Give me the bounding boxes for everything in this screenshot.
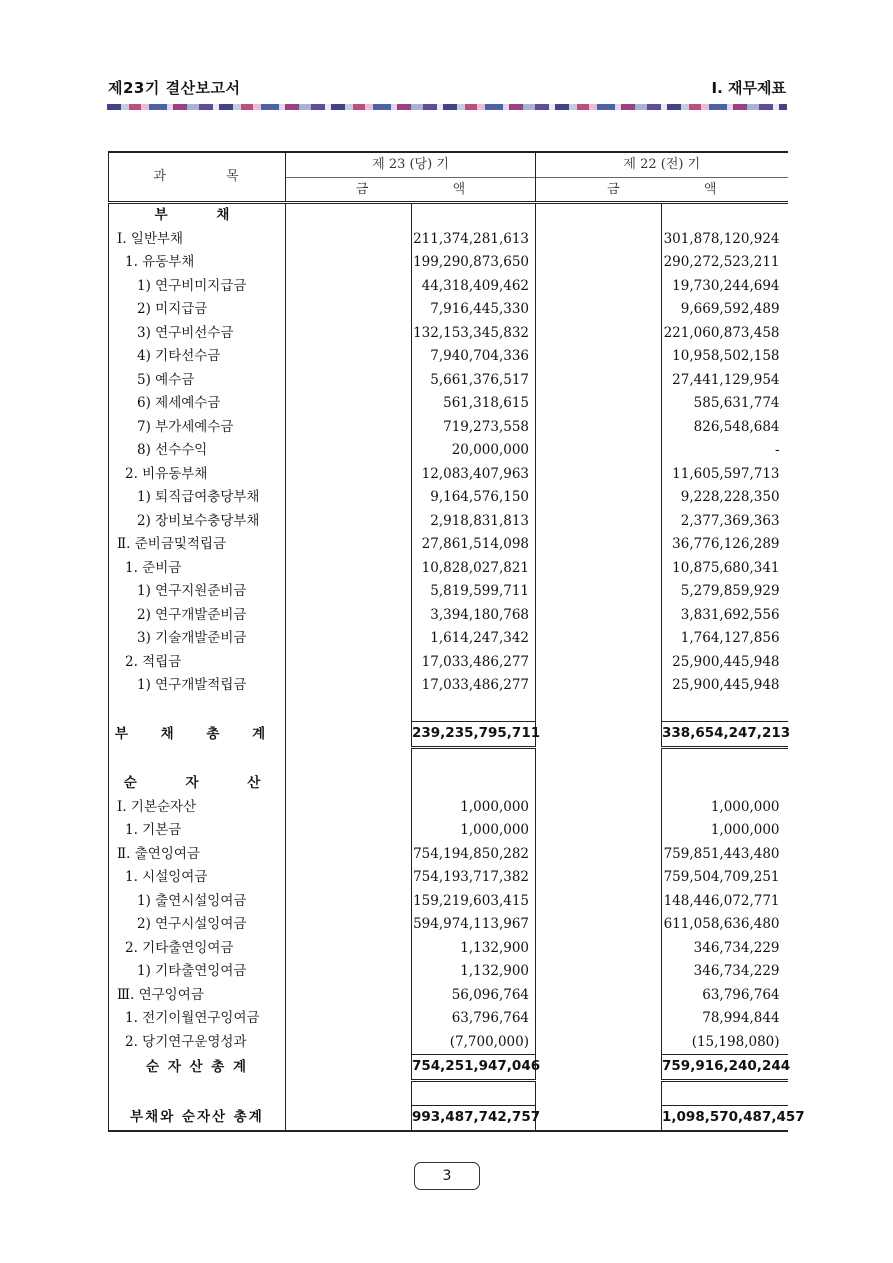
page-number: 3: [414, 1162, 480, 1190]
row-label: 2) 미지급금: [109, 298, 286, 322]
current-amount: 12,083,407,963: [412, 463, 536, 487]
spacer-cell: [536, 698, 662, 722]
spacer-cell: [536, 1055, 662, 1081]
spacer-cell: [286, 772, 412, 796]
prior-amount: 36,776,126,289: [662, 533, 788, 557]
current-amount: 20,000,000: [412, 439, 536, 463]
prior-period-header: 제 22 (전) 기: [536, 152, 788, 177]
spacer-cell: [536, 1007, 662, 1031]
table-row: [109, 580, 788, 604]
current-amount: 594,974,113,967: [412, 913, 536, 937]
spacer-cell: [536, 747, 662, 772]
row-label: 3) 기술개발준비금: [109, 627, 286, 651]
table-row: [109, 796, 788, 820]
prior-amount: 346,734,229: [662, 960, 788, 984]
current-amount: 132,153,345,832: [412, 322, 536, 346]
spacer-cell: [286, 533, 412, 557]
table-row: [109, 510, 788, 534]
blank-cell: [662, 203, 788, 228]
spacer-cell: [286, 747, 412, 772]
current-amount: 9,164,576,150: [412, 486, 536, 510]
grand-total-prior: 1,098,570,487,457: [662, 1106, 788, 1131]
row-label: 2) 연구시설잉여금: [109, 913, 286, 937]
row-label: 1. 전기이월연구잉여금: [109, 1007, 286, 1031]
current-amount: 27,861,514,098: [412, 533, 536, 557]
current-amount: 63,796,764: [412, 1007, 536, 1031]
prior-amount: 10,875,680,341: [662, 557, 788, 581]
spacer-cell: [536, 1080, 662, 1106]
table-row: [109, 819, 788, 843]
spacer-cell: [536, 298, 662, 322]
prior-amount: 27,441,129,954: [662, 369, 788, 393]
table-row: [109, 275, 788, 299]
table-row: [109, 533, 788, 557]
current-amount-header: 금 액: [286, 177, 536, 203]
row-label: 6) 제세예수금: [109, 392, 286, 416]
prior-amount: 25,900,445,948: [662, 651, 788, 675]
spacer-cell: [286, 604, 412, 628]
spacer-cell: [286, 298, 412, 322]
equity-total-current: 754,251,947,046: [412, 1055, 536, 1081]
spacer-cell: [286, 1106, 412, 1131]
table-row: [109, 557, 788, 581]
table-row: [109, 416, 788, 440]
prior-amount: 3,831,692,556: [662, 604, 788, 628]
spacer-cell: [286, 228, 412, 252]
row-label: Ⅲ. 연구잉여금: [109, 984, 286, 1008]
prior-amount: (15,198,080): [662, 1031, 788, 1055]
current-amount: 10,828,027,821: [412, 557, 536, 581]
blank-row: [109, 747, 788, 772]
spacer-cell: [286, 1080, 412, 1106]
blank-row: [109, 1080, 788, 1106]
blank-cell: [662, 698, 788, 722]
current-amount: 1,614,247,342: [412, 627, 536, 651]
prior-amount: 826,548,684: [662, 416, 788, 440]
blank-cell: [412, 772, 536, 796]
spacer-cell: [536, 627, 662, 651]
table-row: [109, 913, 788, 937]
spacer-cell: [536, 228, 662, 252]
blank-cell: [412, 747, 536, 772]
spacer-cell: [536, 416, 662, 440]
spacer-cell: [286, 890, 412, 914]
current-amount: 199,290,873,650: [412, 251, 536, 275]
row-label: 4) 기타선수금: [109, 345, 286, 369]
equity-total: [109, 1055, 788, 1081]
spacer-cell: [286, 698, 412, 722]
row-label: Ⅰ. 기본순자산: [109, 796, 286, 820]
equity-total-prior: 759,916,240,244: [662, 1055, 788, 1081]
row-label: 1) 퇴직급여충당부채: [109, 486, 286, 510]
row-label: 1) 연구비미지급금: [109, 275, 286, 299]
spacer-cell: [286, 796, 412, 820]
blank-cell: [109, 1080, 286, 1106]
spacer-cell: [536, 322, 662, 346]
current-amount: 17,033,486,277: [412, 651, 536, 675]
spacer-cell: [286, 510, 412, 534]
blank-row: [109, 698, 788, 722]
spacer-cell: [286, 322, 412, 346]
prior-amount: 5,279,859,929: [662, 580, 788, 604]
equity-total-label: 순 자 산 총 계: [109, 1055, 286, 1081]
table-row: [109, 251, 788, 275]
row-label: Ⅰ. 일반부채: [109, 228, 286, 252]
spacer-cell: [536, 369, 662, 393]
row-label: 2. 적립금: [109, 651, 286, 675]
liabilities-total-prior: 338,654,247,213: [662, 722, 788, 748]
row-label: 3) 연구비선수금: [109, 322, 286, 346]
blank-cell: [662, 747, 788, 772]
spacer-cell: [536, 463, 662, 487]
spacer-cell: [536, 960, 662, 984]
spacer-cell: [536, 251, 662, 275]
spacer-cell: [536, 1031, 662, 1055]
row-label: 7) 부가세예수금: [109, 416, 286, 440]
table-row: [109, 345, 788, 369]
spacer-cell: [286, 203, 412, 228]
report-title: 제23기 결산보고서: [108, 79, 241, 97]
row-label: 1. 유동부채: [109, 251, 286, 275]
prior-amount: 9,228,228,350: [662, 486, 788, 510]
table-row: [109, 1007, 788, 1031]
spacer-cell: [536, 890, 662, 914]
prior-amount: -: [662, 439, 788, 463]
spacer-cell: [286, 1055, 412, 1081]
table-row: [109, 298, 788, 322]
section-row: [109, 772, 788, 796]
spacer-cell: [286, 392, 412, 416]
liabilities-total-current: 239,235,795,711: [412, 722, 536, 748]
spacer-cell: [536, 203, 662, 228]
current-amount: 5,661,376,517: [412, 369, 536, 393]
financial-statement-table: [108, 151, 805, 1132]
prior-amount: 19,730,244,694: [662, 275, 788, 299]
table-row: [109, 463, 788, 487]
grand-total-current: 993,487,742,757: [412, 1106, 536, 1131]
spacer-cell: [286, 1007, 412, 1031]
spacer-cell: [286, 486, 412, 510]
spacer-cell: [286, 580, 412, 604]
spacer-cell: [286, 819, 412, 843]
spacer-cell: [286, 251, 412, 275]
row-label: 1. 기본금: [109, 819, 286, 843]
table-row: [109, 228, 788, 252]
prior-amount: 585,631,774: [662, 392, 788, 416]
row-label: 2. 당기연구운영성과: [109, 1031, 286, 1055]
spacer-cell: [536, 843, 662, 867]
spacer-cell: [536, 392, 662, 416]
liabilities-total-label: 부 채 총 계: [109, 722, 286, 748]
spacer-cell: [536, 937, 662, 961]
row-label: 2) 연구개발준비금: [109, 604, 286, 628]
spacer-cell: [536, 866, 662, 890]
prior-amount: 148,446,072,771: [662, 890, 788, 914]
table-row: [109, 843, 788, 867]
spacer-cell: [286, 1031, 412, 1055]
prior-amount: 221,060,873,458: [662, 322, 788, 346]
prior-amount-header: 금 액: [536, 177, 788, 203]
table-row: [109, 486, 788, 510]
blank-cell: [109, 698, 286, 722]
spacer-cell: [286, 937, 412, 961]
row-label: 2) 장비보수충당부채: [109, 510, 286, 534]
row-label: 1. 시설잉여금: [109, 866, 286, 890]
spacer-cell: [286, 345, 412, 369]
current-amount: 561,318,615: [412, 392, 536, 416]
spacer-cell: [286, 722, 412, 748]
liabilities-total: [109, 722, 788, 748]
blank-cell: [662, 772, 788, 796]
row-label: 1. 준비금: [109, 557, 286, 581]
spacer-cell: [286, 843, 412, 867]
spacer-cell: [536, 510, 662, 534]
prior-amount: 63,796,764: [662, 984, 788, 1008]
table-row: [109, 890, 788, 914]
table-row: [109, 651, 788, 675]
section-row: [109, 203, 788, 228]
current-amount: 17,033,486,277: [412, 674, 536, 698]
blank-cell: [412, 1080, 536, 1106]
spacer-cell: [536, 345, 662, 369]
spacer-cell: [536, 984, 662, 1008]
liabilities-section-title: 부 채: [109, 203, 286, 228]
spacer-cell: [536, 674, 662, 698]
current-amount: 754,194,850,282: [412, 843, 536, 867]
current-period-header: 제 23 (당) 기: [286, 152, 536, 177]
prior-amount: 1,000,000: [662, 819, 788, 843]
table-row: [109, 1031, 788, 1055]
table-row: [109, 392, 788, 416]
spacer-cell: [536, 651, 662, 675]
section-title: Ⅰ. 재무제표: [711, 79, 786, 97]
prior-amount: 2,377,369,363: [662, 510, 788, 534]
row-label: 2. 비유동부채: [109, 463, 286, 487]
prior-amount: 611,058,636,480: [662, 913, 788, 937]
prior-amount: 759,504,709,251: [662, 866, 788, 890]
blank-cell: [412, 698, 536, 722]
spacer-cell: [536, 796, 662, 820]
spacer-cell: [286, 866, 412, 890]
table-row: [109, 627, 788, 651]
current-amount: 2,918,831,813: [412, 510, 536, 534]
spacer-cell: [286, 463, 412, 487]
prior-amount: 759,851,443,480: [662, 843, 788, 867]
row-label: 1) 연구지원준비금: [109, 580, 286, 604]
table-header-row: [109, 152, 788, 177]
spacer-cell: [536, 557, 662, 581]
spacer-cell: [286, 275, 412, 299]
blank-cell: [412, 203, 536, 228]
current-amount: 1,132,900: [412, 960, 536, 984]
table-row: [109, 439, 788, 463]
spacer-cell: [286, 651, 412, 675]
current-amount: 719,273,558: [412, 416, 536, 440]
spacer-cell: [536, 439, 662, 463]
table-row: [109, 937, 788, 961]
spacer-cell: [536, 772, 662, 796]
current-amount: 754,193,717,382: [412, 866, 536, 890]
row-label: Ⅱ. 준비금및적립금: [109, 533, 286, 557]
grand-total: [109, 1106, 788, 1131]
spacer-cell: [286, 439, 412, 463]
spacer-cell: [286, 416, 412, 440]
current-amount: 7,940,704,336: [412, 345, 536, 369]
row-label: 5) 예수금: [109, 369, 286, 393]
blank-cell: [109, 747, 286, 772]
current-amount: 1,132,900: [412, 937, 536, 961]
prior-amount: 346,734,229: [662, 937, 788, 961]
prior-amount: 9,669,592,489: [662, 298, 788, 322]
prior-amount: 25,900,445,948: [662, 674, 788, 698]
spacer-cell: [536, 604, 662, 628]
row-label: 1) 연구개발적립금: [109, 674, 286, 698]
current-amount: (7,700,000): [412, 1031, 536, 1055]
prior-amount: 1,000,000: [662, 796, 788, 820]
prior-amount: 290,272,523,211: [662, 251, 788, 275]
prior-amount: 301,878,120,924: [662, 228, 788, 252]
table-row: [109, 866, 788, 890]
table-row: [109, 369, 788, 393]
prior-amount: 1,764,127,856: [662, 627, 788, 651]
current-amount: 1,000,000: [412, 796, 536, 820]
current-amount: 56,096,764: [412, 984, 536, 1008]
current-amount: 159,219,603,415: [412, 890, 536, 914]
spacer-cell: [286, 557, 412, 581]
grand-total-label: 부채와 순자산 총계: [109, 1106, 286, 1131]
spacer-cell: [536, 486, 662, 510]
table-row: [109, 960, 788, 984]
spacer-cell: [536, 275, 662, 299]
prior-amount: 11,605,597,713: [662, 463, 788, 487]
spacer-cell: [286, 627, 412, 651]
spacer-cell: [536, 1106, 662, 1131]
subject-header: 과 목: [109, 152, 286, 203]
spacer-cell: [286, 960, 412, 984]
row-label: 8) 선수수익: [109, 439, 286, 463]
decorative-stripe: [107, 104, 787, 110]
current-amount: 211,374,281,613: [412, 228, 536, 252]
row-label: Ⅱ. 출연잉여금: [109, 843, 286, 867]
spacer-cell: [286, 674, 412, 698]
spacer-cell: [286, 984, 412, 1008]
spacer-cell: [536, 533, 662, 557]
table-row: [109, 674, 788, 698]
prior-amount: 78,994,844: [662, 1007, 788, 1031]
row-label: 1) 기타출연잉여금: [109, 960, 286, 984]
spacer-cell: [286, 913, 412, 937]
current-amount: 3,394,180,768: [412, 604, 536, 628]
spacer-cell: [536, 819, 662, 843]
current-amount: 5,819,599,711: [412, 580, 536, 604]
prior-amount: 10,958,502,158: [662, 345, 788, 369]
current-amount: 44,318,409,462: [412, 275, 536, 299]
equity-section-title: 순 자 산: [109, 772, 286, 796]
table-row: [109, 984, 788, 1008]
row-label: 2. 기타출연잉여금: [109, 937, 286, 961]
spacer-cell: [536, 722, 662, 748]
spacer-cell: [536, 913, 662, 937]
table-row: [109, 322, 788, 346]
spacer-cell: [286, 369, 412, 393]
row-label: 1) 출연시설잉여금: [109, 890, 286, 914]
blank-cell: [662, 1080, 788, 1106]
spacer-cell: [536, 580, 662, 604]
table-row: [109, 604, 788, 628]
current-amount: 1,000,000: [412, 819, 536, 843]
current-amount: 7,916,445,330: [412, 298, 536, 322]
